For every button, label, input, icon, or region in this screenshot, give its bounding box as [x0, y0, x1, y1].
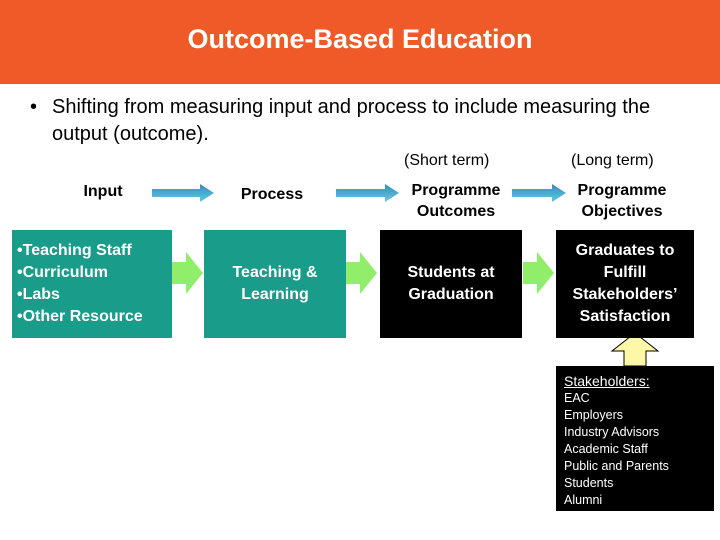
- input-item: •Curriculum: [17, 264, 108, 281]
- blue-arrow-outcomes-objectives: [512, 184, 566, 202]
- input-item: •Teaching Staff: [17, 242, 132, 259]
- process-heading: Process: [240, 186, 304, 203]
- green-arrow-1: [172, 252, 203, 294]
- students-graduation-box: [380, 230, 522, 338]
- slide-title: Outcome-Based Education: [187, 24, 533, 54]
- programme-outcomes-heading: Programme Outcomes: [411, 182, 501, 220]
- green-arrow-3: [523, 252, 554, 294]
- teaching-learning-label: Teaching & Learning: [232, 264, 318, 303]
- teaching-learning-box: [204, 230, 346, 338]
- programme-objectives-heading: Programme Objectives: [577, 182, 667, 220]
- stakeholder-item: Students: [564, 476, 614, 490]
- stakeholders-box: [556, 366, 714, 511]
- stakeholders-list: [564, 390, 706, 509]
- input-box: [12, 230, 172, 338]
- input-item: •Other Resource: [17, 308, 143, 325]
- bullet-text: Shifting from measuring input and process to include measuring the output (outcome).: [52, 96, 651, 145]
- blue-arrow-process-outcomes: [336, 184, 399, 202]
- blue-arrow-input-process: [152, 184, 214, 202]
- graduates-label: Graduates to Fulfill Stakeholders’ Satisfaction: [572, 242, 678, 325]
- short-term-label: (Short term): [404, 152, 490, 169]
- long-term-label: (Long term): [571, 152, 654, 169]
- stakeholder-item: Alumni: [564, 493, 603, 507]
- green-arrow-2: [346, 252, 377, 294]
- input-list: [17, 240, 143, 328]
- bullet-marker: •: [30, 96, 38, 118]
- students-graduation-label: Students at Graduation: [407, 264, 495, 303]
- stakeholder-item: EAC: [564, 391, 590, 405]
- stakeholders-title: Stakeholders:: [564, 373, 650, 389]
- stakeholder-item: Public and Parents: [564, 459, 669, 473]
- input-item: •Labs: [17, 286, 60, 303]
- input-heading: Input: [83, 183, 123, 200]
- stakeholder-item: Industry Advisors: [564, 425, 660, 439]
- stakeholder-item: Academic Staff: [564, 442, 648, 456]
- stakeholder-item: Employers: [564, 408, 624, 422]
- graduates-box: [556, 230, 694, 338]
